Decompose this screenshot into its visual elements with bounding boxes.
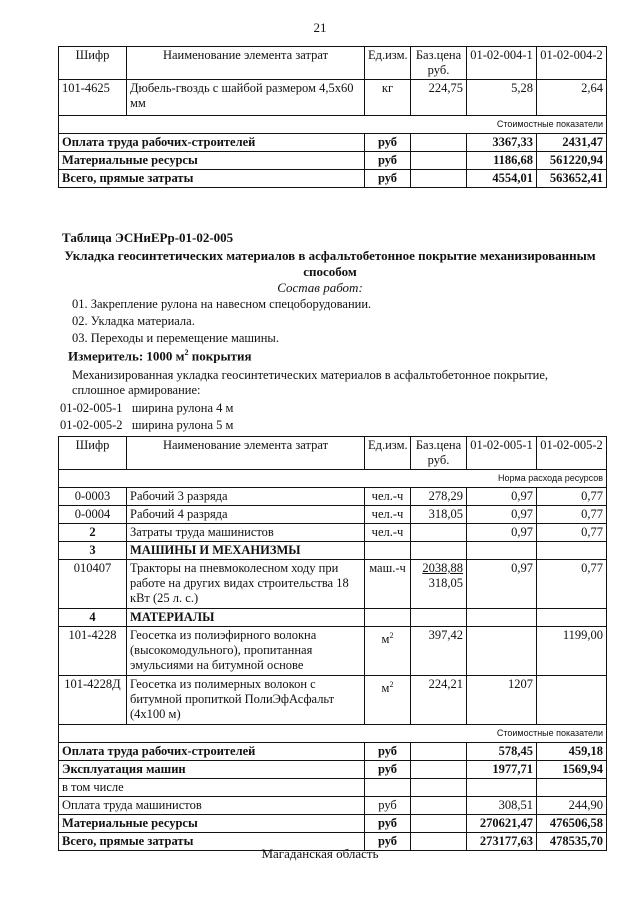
header-col-a: 01-02-004-1 [467,47,537,80]
row-name: Дюбель-гвоздь с шайбой размером 4,5х60 мм [127,80,365,116]
row-name: Рабочий 4 разряда [127,506,365,524]
total-value-a: 308,51 [467,797,537,815]
total-row [59,170,607,188]
row-name: Геосетка из полиэфирного волокна (высокомодульного), пропитанная эмульсиями на битумной основе [127,627,365,676]
total-value-a: 3367,33 [467,134,537,152]
row-code: 101-4228Д [59,676,127,725]
total-value-b: 1569,94 [537,761,607,779]
section-row-machines [59,542,607,560]
row-value-a: 0,97 [467,488,537,506]
row-value-b: 0,77 [537,506,607,524]
total-unit: руб [365,815,411,833]
row-value-a [467,627,537,676]
row-price: 2038,88 318,05 [411,560,467,609]
total-row [59,797,607,815]
total-row [59,134,607,152]
header-unit: Ед.изм. [365,437,411,470]
total-value-b: 476506,58 [537,815,607,833]
section-heading: МАТЕРИАЛЫ [127,609,365,627]
row-code: 101-4228 [59,627,127,676]
row-value-b: 0,77 [537,560,607,609]
variant-item: 01-02-005-2 ширина рулона 5 м [60,418,234,432]
total-name: Всего, прямые затраты [59,833,365,851]
table-row [59,676,607,725]
header-name: Наименование элемента затрат [127,437,365,470]
total-value-b: 563652,41 [537,170,607,188]
measure-unit: Измеритель: 1000 $м^2$ покрытия [68,348,252,364]
total-name: Материальные ресурсы [59,815,365,833]
row-value-b: 0,77 [537,488,607,506]
total-name: Материальные ресурсы [59,152,365,170]
header-price: Баз.цена руб. [411,47,467,80]
total-unit: руб [365,134,411,152]
total-row [59,815,607,833]
row-code: 2 [59,524,127,542]
row-unit: чел.-ч [365,524,411,542]
total-name: Оплата труда рабочих-строителей [59,743,365,761]
row-price [411,524,467,542]
cost-table-1 [58,46,607,188]
row-code: 0-0004 [59,506,127,524]
row-price: 397,42 [411,627,467,676]
step-item: 01. Закрепление рулона на навесном спецоборудовании. [72,297,372,311]
total-value-b: 244,90 [537,797,607,815]
header-name: Наименование элемента затрат [127,47,365,80]
table-id: Таблица ЭСНиЕРр-01-02-005 [62,230,234,245]
total-value-a: 273177,63 [467,833,537,851]
total-name: Всего, прямые затраты [59,170,365,188]
cost-table-2 [58,436,607,851]
section-row-materials [59,609,607,627]
norm-header: Норма расхода ресурсов [59,470,607,488]
total-unit: руб [365,797,411,815]
total-name: в том числе [59,779,365,797]
section-label: Стоимостные показатели [59,725,607,743]
row-code: 010407 [59,560,127,609]
table-row [59,524,607,542]
total-value-b: 478535,70 [537,833,607,851]
page-number: 21 [313,20,327,35]
step-item: 03. Переходы и перемещение машины. [72,331,279,345]
total-unit: руб [365,761,411,779]
row-name: Геосетка из полимерных волокон с битумной пропиткой ПолиЭфАсфальт (4х100 м) [127,676,365,725]
section-heading: МАШИНЫ И МЕХАНИЗМЫ [127,542,365,560]
row-value-b: 0,77 [537,524,607,542]
table-row [59,488,607,506]
row-value-b [537,676,607,725]
row-unit: маш.-ч [365,560,411,609]
total-row [59,152,607,170]
row-code: 101-4625 [59,80,127,116]
row-unit: чел.-ч [365,488,411,506]
row-value-b: 1199,00 [537,627,607,676]
row-value-a: 1207 [467,676,537,725]
description: Механизированная укладка геосинтетических материалов в асфальтобетонное покрытие, сплошное армирование: [72,368,549,397]
total-row [59,779,607,797]
step-item: 02. Укладка материала. [72,314,195,328]
row-name: Затраты труда машинистов [127,524,365,542]
row-value-a: 0,97 [467,560,537,609]
table-title: Укладка геосинтетических материалов в асфальтобетонное покрытие механизированным способом [64,248,596,279]
total-name: Оплата труда рабочих-строителей [59,134,365,152]
row-price: 318,05 [411,506,467,524]
row-unit: $м^2$ [365,627,411,676]
region-footer: Магаданская область [261,846,379,861]
section-label: Стоимостные показатели [59,116,607,134]
header-code: Шифр [59,437,127,470]
table-row [59,506,607,524]
row-code: 0-0003 [59,488,127,506]
composition-label: Состав работ: [277,280,363,295]
total-name: Оплата труда машинистов [59,797,365,815]
header-col-a: 01-02-005-1 [467,437,537,470]
table-row [59,627,607,676]
row-unit: чел.-ч [365,506,411,524]
total-value-a: 578,45 [467,743,537,761]
row-name: Тракторы на пневмоколесном ходу при работе на других видах строительства 18 кВт (25 л. с.) [127,560,365,609]
total-value-a [467,779,537,797]
row-price: 224,21 [411,676,467,725]
total-unit: руб [365,743,411,761]
total-value-b: 459,18 [537,743,607,761]
table-row [59,560,607,609]
total-value-b [537,779,607,797]
row-price: 278,29 [411,488,467,506]
row-name: Рабочий 3 разряда [127,488,365,506]
header-col-b: 01-02-005-2 [537,437,607,470]
total-value-a: 4554,01 [467,170,537,188]
total-unit: руб [365,170,411,188]
section-number: 3 [59,542,127,560]
total-value-b: 561220,94 [537,152,607,170]
total-value-a: 1977,71 [467,761,537,779]
header-col-b: 01-02-004-2 [537,47,607,80]
row-value-a: 0,97 [467,506,537,524]
total-value-a: 1186,68 [467,152,537,170]
row-value-b: 2,64 [537,80,607,116]
table-row [59,80,607,116]
row-unit: $м^2$ [365,676,411,725]
total-unit: руб [365,152,411,170]
row-unit: кг [365,80,411,116]
total-value-a: 270621,47 [467,815,537,833]
total-row [59,761,607,779]
total-unit: руб [365,833,411,851]
variant-item: 01-02-005-1 ширина рулона 4 м [60,401,234,415]
total-unit [365,779,411,797]
header-code: Шифр [59,47,127,80]
row-value-a: 5,28 [467,80,537,116]
row-price: 224,75 [411,80,467,116]
total-value-b: 2431,47 [537,134,607,152]
row-value-a: 0,97 [467,524,537,542]
header-price: Баз.цена руб. [411,437,467,470]
total-name: Эксплуатация машин [59,761,365,779]
section-number: 4 [59,609,127,627]
total-row [59,743,607,761]
header-unit: Ед.изм. [365,47,411,80]
